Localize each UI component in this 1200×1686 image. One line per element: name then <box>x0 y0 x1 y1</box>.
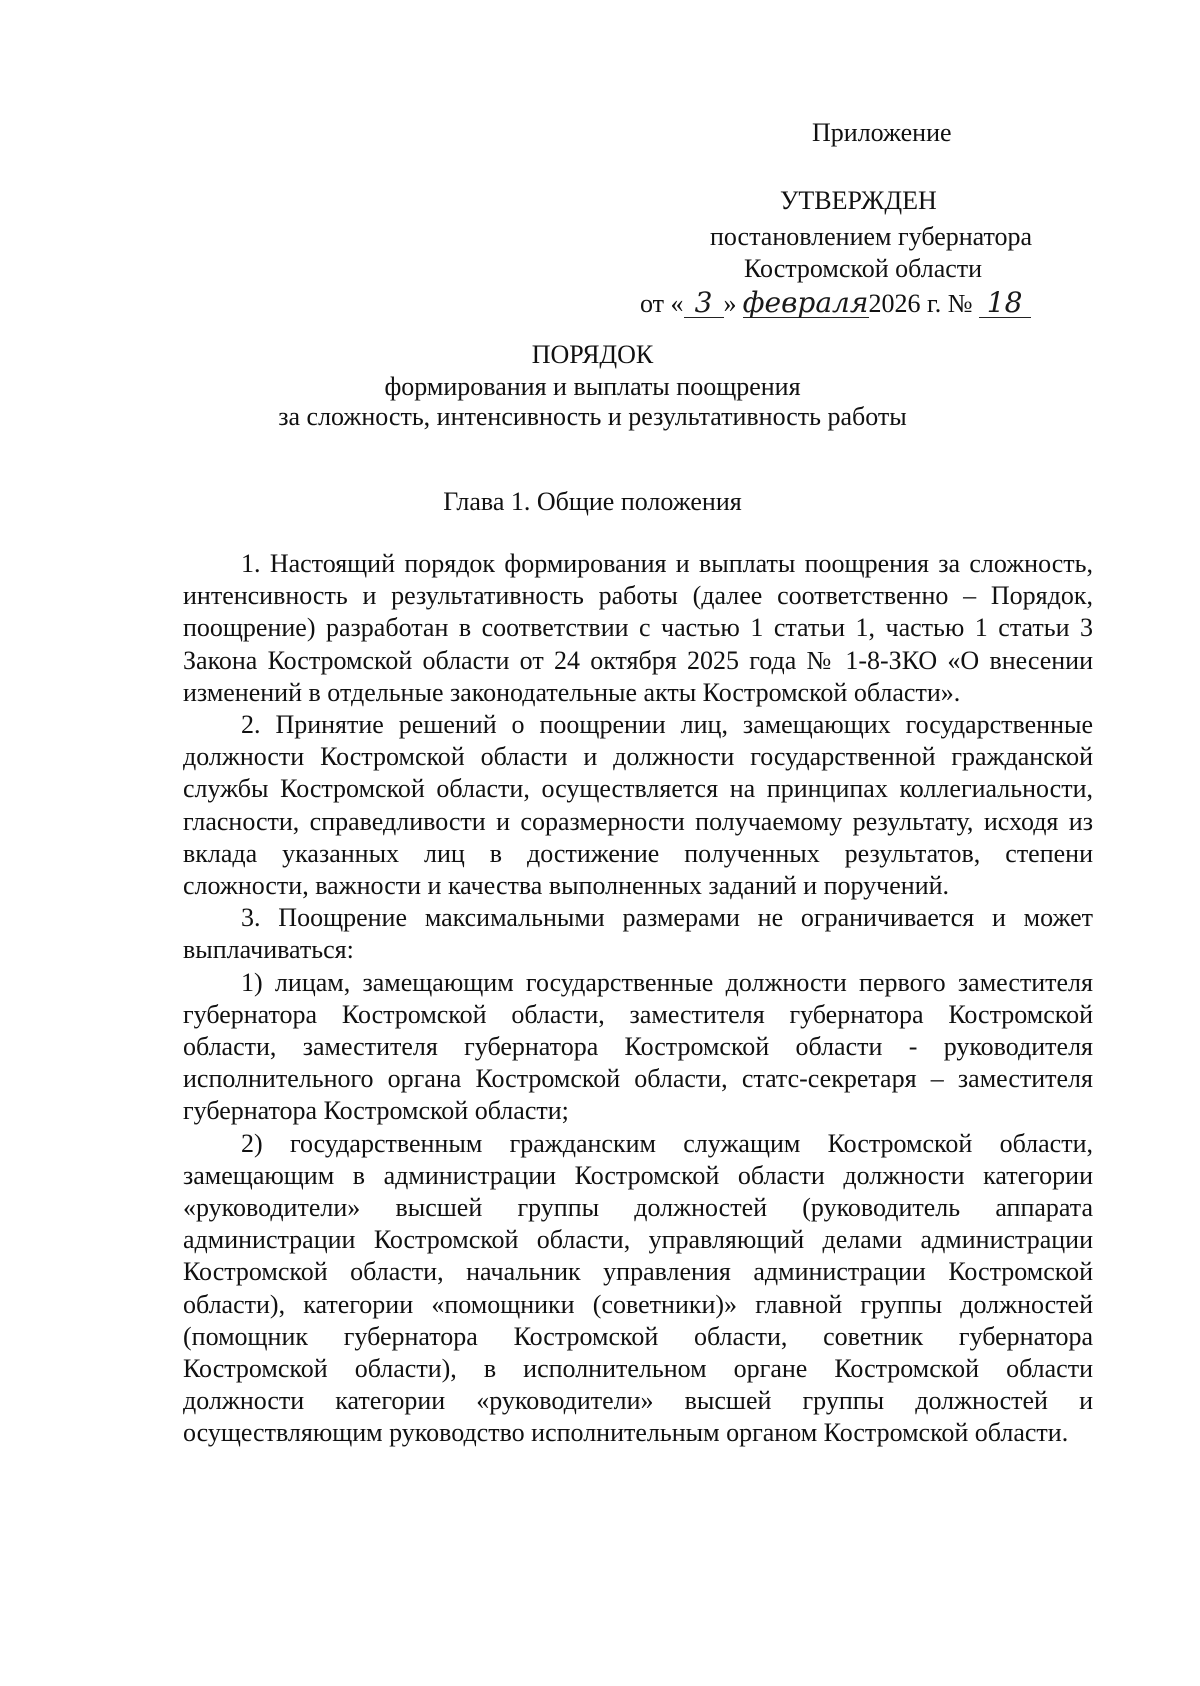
title-main: ПОРЯДОК <box>531 340 654 369</box>
date-prefix: от « <box>640 289 684 318</box>
paragraph: 1. Настоящий порядок формирования и выплаты поощрения за сложность, интенсивность и результативность работы (далее соответственно – Порядок, поощрение) разработан в соответствии с частью 1 статьи 1, частью 1 статьи 3 Закона Костромской области от 24 октября 2025 года № 1-8-ЗКО «О внесении изменений в отдельные законодательные акты Костромской области». <box>183 549 1093 707</box>
doc-number-handwritten: 18 <box>979 289 1031 318</box>
approved-by-line2: Костромской области <box>744 254 983 283</box>
appendix-label: Приложение <box>812 118 952 147</box>
chapter-heading: Глава 1. Общие положения <box>443 487 742 516</box>
document-title <box>170 340 1015 432</box>
paragraph: 2. Принятие решений о поощрении лиц, замещающих государственные должности Костромской области и должности государственной гражданской службы Костромской области, осуществляется на принципах коллегиальности, гласности, справедливости и соразмерности получаемому результату, исходя из вклада указанных лиц в достижение полученных результатов, степени сложности, важности и качества выполненных заданий и поручений. <box>183 710 1093 901</box>
approval-date-line <box>640 286 1031 319</box>
date-year: 2026 г. № <box>868 289 973 318</box>
date-mid: » <box>723 289 737 318</box>
title-sub2: за сложность, интенсивность и результативность работы <box>278 402 907 431</box>
title-sub1: формирования и выплаты поощрения <box>384 372 801 401</box>
document-body <box>183 548 1093 1450</box>
paragraph: 1) лицам, замещающим государственные должности первого заместителя губернатора Костромской области, заместителя губернатора Костромской области, заместителя губернатора Костромской области - руководителя исполнительного органа Костромской области, статс-секретаря – заместителя губернатора Костромской области; <box>183 967 1093 1126</box>
approved-label: УТВЕРЖДЕН <box>780 186 937 215</box>
approved-by-line1: постановлением губернатора <box>710 222 1033 251</box>
date-day-handwritten: 3 <box>684 289 724 318</box>
paragraph: 2) государственным гражданским служащим Костромской области, замещающим в администрации Костромской области должности категории «руководители» высшей группы должностей (руководитель аппарата администрации Костромской области, управляющий делами администрации Костромской области, начальник управления администрации Костромской области), категории «помощники (советники)» главной группы должностей (помощник губернатора Костромской области, советник губернатора Костромской области), в исполнительном органе Костромской области должности категории «руководители» высшей группы должностей и осуществляющим руководство исполнительным органом Костромской области. <box>183 1128 1093 1448</box>
date-month-handwritten: февраля <box>742 286 869 319</box>
paragraph: 3. Поощрение максимальными размерами не ограничивается и может выплачиваться: <box>183 903 1093 965</box>
